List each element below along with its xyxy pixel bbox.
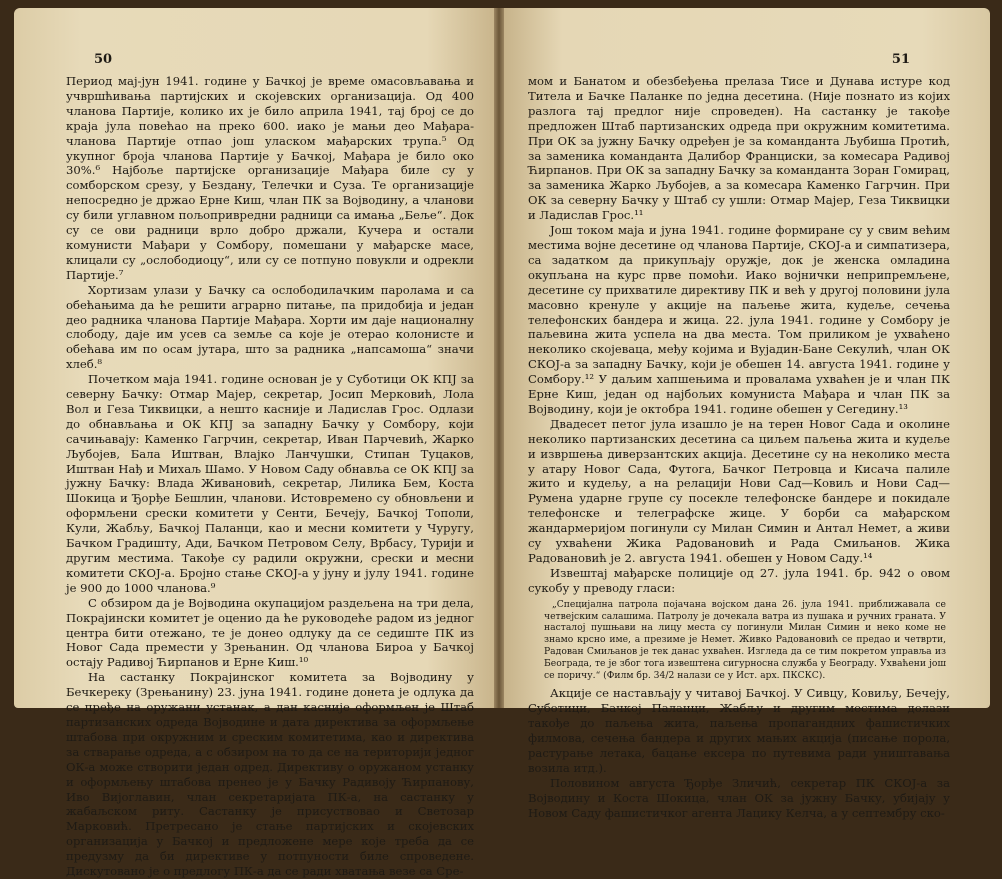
paragraph: Двадесет петог јула изашло је на терен Новог Сада и околине неколико партизанских десетина са циљем паљења жита и кудеље и извршења диверзантских акција. Десетине су на неколико места у атару Новог Сада, Футога, Бачког Петровца и Кисача палиле жито и кудељу, а на релацији Нови Сад—Ковиљ и Нови Сад—Румена ударне групе су посекле телефонске бандере и покидале телефонске и телеграфске жице. У борби са мађарском жандармеријом погинули су Милан Симин и Антал Немет, а живи су ухваћени Жика Радовановић и Рада Смиљанов. Жика Радовановић је 2. августа 1941. обешен у Новом Саду.¹⁴ (528, 416, 950, 565)
paragraph: Извештај мађарске полиције од 27. јула 1941. бр. 942 о овом сукобу у преводу гласи: (528, 565, 950, 595)
left-page (14, 8, 494, 879)
paragraph: Половином августа Ђорђе Зличић, секретар ПК СКОЈ-а за Војводину и Коста Шокица, члан ОК за јужну Бачку, убијају у Новом Саду фашистичког агента Лацику Келча, а у септембру ско- (528, 775, 950, 820)
book-gutter (494, 8, 504, 708)
paragraph: Период мај-јун 1941. године у Бачкој је време омасовљавања и учвршћивања партијских и скојевских организација. Од 400 чланова Партије, колико их је било априла 1941, тај број се до краја јула повећао на преко 600. иако је мањи део Мађара-чланова Партије отпао још уласком мађарских трупа.⁵ Од укупног броја чланова Партије у Бачкој, Мађара је било око 30%.⁶ Најбоље партијске организације Мађара биле су у сомборском срезу, у Бездану, Телечки и Суза. Те организације непосредно је држао Ерне Киш, члан ПК за Војводину, а чланови су били углавном пољопривредни радници са имања „Беље“. Док су се ови радници врло добро држали, Кучера и остали комунисти Мађари у Сомбору, помешани у мађарске масе, клицали су „ослободиоцу“, или су се потпуно повукли и одрекли Партије.⁷ (66, 74, 474, 282)
paragraph: На састанку Покрајинског комитета за Војводину у Бечкереку (Зрењанину) 23. јуна 1941. године донета је одлука да се пређе на оружани устанак, а дан касније оформљен је Штаб партизанских одреда Војводине и дата директива за оформљење штабова при окружним и среским комитетима, као и директива за стварање одреда, а с обзиром на то да се на територији једног ОК-а може створити један одред. Директиву о оружаном устанку и оформљењу штабова пренео је у Бачку Радивоју Ћирпанову, Иво Вијоглавин, члан секретаријата ПК-а, на састанку у жабаљском риту. Састанку је присуствовао и Светозар Марковић. Претресано је стање партијских и скојевских организација у Бачкој и предложене мере које треба да се предузму да би директиве у потпуности биле спроведене. Дискутовано је о предлогу ПК-а да се ради хватања везе са Сре- (66, 670, 474, 879)
page-number-left: 50 (94, 52, 113, 67)
left-page-body (66, 74, 474, 879)
paragraph: С обзиром да је Војводина окупацијом раздељена на три дела, Покрајински комитет је оценио да ће руководеће радом из једног центра бити отежано, те је донео одлуку да се седиште ПК из Новог Сада премести у Зрењанин. Од чланова Бироа у Бачкој остају Радивој Ћирпанов и Ерне Киш.¹⁰ (66, 595, 474, 670)
police-report-quote: „Специјална патрола појачана војском дана 26. јула 1941. приближавала се четвејским салашима. Патролу је дочекала ватра из пушака и ручних граната. У насталој пушњави на лицу места су погинули Милан Симин и неко коме не знамо крсно име, а презиме је Немет. Живко Радовановић се предао и четврти, Радован Смиљанов је тек данас ухваћен. Изгледа да се тим покретом управља из Београда, те је због тога извештена сигурносна служба у Београду. Ухваћени још се поричу.“ (Филм бр. 34/2 налази се у Ист. арх. ПКСКС). (544, 598, 946, 681)
paragraph: Почетком маја 1941. године основан је у Суботици ОК КПЈ за северну Бачку: Отмар Мајер, секретар, Јосип Мерковић, Лола Вол и Геза Тиквицки, а нешто касније и Ладислав Грос. Одлази до обнављања и ОК КПЈ за западну Бачку у Сомбору, који сачињавају: Каменко Гагрчин, секретар, Иван Парчевић, Жарко Љубојев, Бала Иштван, Влајко Ланчушки, Стипан Туцаков, Иштван Нађ и Михаљ Шамо. У Новом Саду обнавља се ОК КПЈ за јужну Бачку: Влада Живановић, секретар, Лилика Бем, Коста Шокица и Ђорђе Бешлин, чланови. Истовремено су обновљени и оформљени срески комитети у Сенти, Бечеју, Бачкој Тополи, Кули, Жабљу, Бачкој Паланци, као и месни комитети у Чуругу, Бачком Градишту, Ади, Бачком Петровом Селу, Врбасу, Турији и другим местима. Такође су радили окружни, срески и месни комитети СКОЈ-а. Бројно стање СКОЈ-а у јуну и јулу 1941. године је 900 до 1000 чланова.⁹ (66, 372, 474, 595)
page-number-right: 51 (891, 52, 910, 67)
paragraph: Акције се настављају у читавој Бачкој. У Сивцу, Ковиљу, Бечеју, Суботици, Бачкој Паланци, Жабљу и другим местима долази такође до паљења жита, паљења пропагандних фашистичких филмова, сечења бандера и других мањих акција (писање порола, растурање летака, бацање ексера по путевима ради уништавања возила итд.). (528, 686, 950, 775)
right-page-body (528, 74, 950, 820)
right-page (504, 8, 990, 820)
paragraph: Хортизам улази у Бачку са ослободилачким паролама и са обећањима да ће решити аграрно питање, па придобија и један део радника чланова Партије Мађара. Хорти им даје националну слободу, даје им усев са земље са које је отерао колонисте и обећава им по осам јутара, што за радника „напсамоша“ значи хлеб.⁸ (66, 282, 474, 372)
paragraph: мом и Банатом и обезбеђења прелаза Тисе и Дунава истуре код Тителa и Бачке Паланке по једна десетина. (Није познато из којих разлога тај предлог није спроведен). На састанку је такође предложен Штаб партизанских одреда при окружним комитетима. При ОК за јужну Бачку одређен је за команданта Љубиша Протић, за заменика команданта Далибор Франциски, за комесара Радивој Ћирпанов. При ОК за западну Бачку за команданта Зоран Гомирац, за заменика Жарко Љубојев, а за комесара Каменко Гагрчин. При ОК за северну Бачку у Штаб су ушли: Отмар Мајер, Геза Тиквицки и Ладислав Грос.¹¹ (528, 74, 950, 223)
paragraph: Још током маја и јуна 1941. године формиране су у свим већим местима војне десетине од чланова Партије, СКОЈ-а и симпатизера, са задатком да прикупљају оружје, док је женска омладина окупљана на курс прве помоћи. Иако војнички неприпремљене, десетине су прихватиле директиву ПК и већ у другој половини јула масовно кренуле у акције на паљење жита, кудеље, сечења телефонских бандера и жица. 22. јула 1941. године у Сомбору је паљевина жита успела на два места. Том приликом је ухваћено неколико скојеваца, међу којима и Вујадин-Бане Секулић, члан ОК СКОЈ-а за западну Бачку, који је обешен 14. августа 1941. године у Сомбору.¹² У даљим хапшењима и провалама ухваћен је и члан ПК Ерне Киш, један од најбољих комуниста Мађара и члан ПК за Војводину, који је октобра 1941. године обешен у Сегедину.¹³ (528, 223, 950, 416)
